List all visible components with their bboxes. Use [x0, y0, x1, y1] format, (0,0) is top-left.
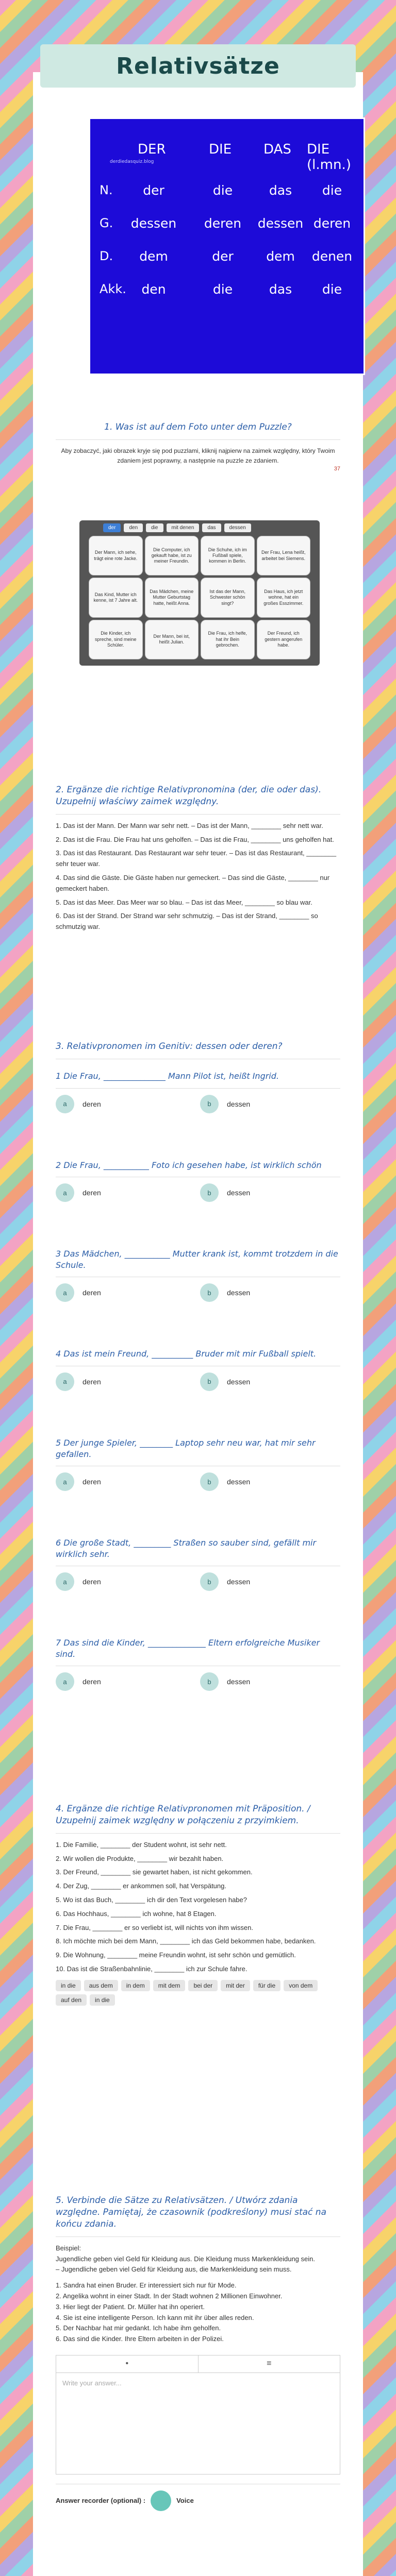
option-b[interactable] [200, 1572, 334, 1591]
option-letter: a [56, 1672, 74, 1691]
option-row [56, 1472, 340, 1491]
puzzle-tab[interactable]: das [202, 523, 221, 532]
table-cell: deren [204, 216, 242, 231]
table-cell: den [141, 282, 166, 297]
q3-item [56, 1348, 340, 1391]
puzzle-grid [89, 536, 310, 659]
row-label: G. [100, 216, 113, 230]
option-letter: a [56, 1283, 74, 1302]
example-label: Beispiel: [56, 2244, 81, 2252]
table-cell: dem [266, 249, 295, 264]
option-label: dessen [227, 1377, 251, 1386]
q5-sentence: 2. Angelika wohnt in einer Stadt. In der Stadt wohnen 2 Millionen Einwohner. [56, 2292, 283, 2300]
option-label: deren [82, 1578, 101, 1586]
table-cell: das [269, 183, 292, 198]
table-header-der: DER [138, 142, 166, 157]
option-letter: b [200, 1283, 219, 1302]
example-sentence: Jugendliche geben viel Geld für Kleidung aus. Die Kleidung muss Markenkleidung sein. [56, 2255, 315, 2263]
option-letter: a [56, 1183, 74, 1202]
option-row [56, 1672, 340, 1691]
puzzle-piece[interactable]: Das Haus, ich jetzt wohne, hat ein großes Esszimmer. [257, 578, 311, 617]
example-sentence: – Jugendliche geben viel Geld für Kleidung aus, die Markenkleidung sein muss. [56, 2265, 292, 2274]
q4-sentence: 2. Wir wollen die Produkte, ________ wir bezahlt haben. [56, 1854, 224, 1862]
voice-record-icon[interactable] [151, 2490, 171, 2511]
option-a[interactable] [56, 1095, 190, 1113]
q4-sentence: 9. Die Wohnung, ________ meine Freundin wohnt, ist sehr schön und gemütlich. [56, 1951, 296, 1959]
puzzle-counter: 37 [334, 466, 340, 472]
question-3 [33, 1041, 363, 1691]
option-letter: b [200, 1095, 219, 1113]
question-4-title: 4. Ergänze die richtige Relativpronomen mit Präposition. / Uzupełnij zaimek względny w połączeniu z przyimkiem. [56, 1804, 310, 1826]
option-label: deren [82, 1289, 101, 1297]
option-label: deren [82, 1189, 101, 1197]
option-b[interactable] [200, 1472, 334, 1491]
option-row [56, 1572, 340, 1591]
answer-chip[interactable]: mit der [221, 1980, 250, 1991]
answer-chip[interactable]: aus dem [84, 1980, 118, 1991]
option-b[interactable] [200, 1283, 334, 1302]
declension-table-image [89, 117, 365, 375]
q4-sentence: 8. Ich möchte mich bei dem Mann, ________ ich das Geld bekommen habe, bedanken. [56, 1937, 316, 1945]
q4-sentence: 7. Die Frau, ________ er so verliebt ist, will nichts von ihm wissen. [56, 1923, 253, 1931]
option-letter: b [200, 1672, 219, 1691]
q4-sentence: 10. Das ist die Straßenbahnlinie, ________ ich zur Schule fahre. [56, 1965, 248, 1973]
option-letter: b [200, 1572, 219, 1591]
puzzle-piece[interactable]: Die Schuhe, ich im Fußball spiele, kommen in Berlin. [201, 536, 255, 575]
q3-item [56, 1537, 340, 1591]
q2-sentence: 4. Das sind die Gäste. Die Gäste haben nur gemeckert. – Das sind die Gäste, ________ nur gemeckert haben. [56, 874, 330, 892]
answer-chip[interactable]: für die [253, 1980, 280, 1991]
table-cell: der [212, 249, 234, 264]
option-row [56, 1095, 340, 1113]
q3-item-text: 2 Die Frau, ___________ Foto ich gesehen habe, ist wirklich schön [56, 1160, 322, 1170]
option-b[interactable] [200, 1095, 334, 1113]
puzzle-piece[interactable]: Die Computer, ich gekauft habe, ist zu meiner Freundin. [145, 536, 199, 575]
q3-item [56, 1637, 340, 1691]
option-row [56, 1283, 340, 1302]
option-label: dessen [227, 1189, 251, 1197]
q4-sentence: 3. Der Freund, ________ sie gewartet haben, ist nicht gekommen. [56, 1868, 253, 1876]
question-5-title: 5. Verbinde die Sätze zu Relativsätzen. / Utwórz zdania względne. Pamiętaj, że czasownik (podkreślony) musi stać na końcu zdania. [56, 2195, 326, 2229]
answer-chip[interactable]: in die [90, 1994, 115, 2006]
q5-sentence: 5. Der Nachbar hat mir gedankt. Ich habe ihm geholfen. [56, 2324, 221, 2332]
question-1-instructions: Aby zobaczyć, jaki obrazek kryje się pod puzzlami, kliknij najpierw na zaimek względny, który Twoim zdaniem jest poprawny, a następnie na puzzle ze zdaniem. [61, 447, 335, 465]
option-a[interactable] [56, 1672, 190, 1691]
q3-item-text: 5 Der junge Spieler, ________ Laptop sehr neu war, hat mir sehr gefallen. [56, 1437, 316, 1459]
table-cell: deren [313, 216, 351, 231]
q3-item-text: 1 Die Frau, _______________ Mann Pilot ist, heißt Ingrid. [56, 1071, 279, 1081]
option-letter: a [56, 1472, 74, 1491]
q5-sentence: 6. Das sind die Kinder. Ihre Eltern arbeiten in der Polizei. [56, 2335, 224, 2343]
question-5 [33, 2195, 363, 2511]
table-cell: die [212, 282, 233, 297]
divider [56, 814, 340, 815]
table-header-plural: DIE (l.mn.) [307, 142, 351, 173]
table-cell: das [269, 282, 292, 297]
puzzle-piece[interactable]: Ist das der Mann, Schwester schön singt? [201, 578, 255, 617]
answer-chip[interactable]: mit dem [153, 1980, 186, 1991]
question-1-title: 1. Was ist auf dem Foto unter dem Puzzle? [104, 422, 292, 432]
answer-placeholder[interactable]: Write your answer... [62, 2379, 122, 2387]
puzzle-tab[interactable]: dessen [224, 523, 251, 532]
title-banner [40, 44, 356, 88]
table-credit: derdiedasquiz.blog [110, 159, 154, 164]
answer-chip[interactable]: von dem [284, 1980, 318, 1991]
option-b[interactable] [200, 1183, 334, 1202]
table-header-die: DIE [209, 142, 232, 157]
divider [56, 1088, 340, 1089]
row-label: Akk. [100, 282, 126, 296]
q3-item-text: 6 Die große Stadt, _________ Straßen so sauber sind, gefällt mir wirklich sehr. [56, 1538, 317, 1559]
q3-item-text: 4 Das ist mein Freund, __________ Bruder mit mir Fußball spielt. [56, 1349, 317, 1359]
option-label: deren [82, 1099, 101, 1108]
q4-sentence: 4. Der Zug, ________ er ankommen soll, hat Verspätung. [56, 1882, 226, 1890]
option-letter: a [56, 1572, 74, 1591]
divider [56, 1833, 340, 1834]
option-label: deren [82, 1377, 101, 1386]
answer-chip[interactable]: in dem [121, 1980, 150, 1991]
bullet-list-button[interactable]: • [56, 2355, 199, 2372]
question-1 [33, 421, 363, 472]
divider [56, 439, 340, 440]
page-title: Relativsätze [116, 53, 280, 79]
puzzle-tab[interactable]: die [146, 523, 163, 532]
recorder-label: Answer recorder (optional) : [56, 2497, 146, 2505]
row-label: N. [100, 183, 113, 197]
q2-sentence: 6. Das ist der Strand. Der Strand war sehr schmutzig. – Das ist der Strand, ________ so schmutzig war. [56, 912, 318, 931]
question-4 [33, 1803, 363, 2006]
q5-sentence: 3. Hier liegt der Patient. Dr. Müller hat ihn operiert. [56, 2302, 205, 2311]
option-a[interactable] [56, 1572, 190, 1591]
table-cell: dessen [257, 216, 304, 231]
option-a[interactable] [56, 1372, 190, 1391]
option-label: dessen [227, 1478, 251, 1486]
puzzle-tab[interactable]: mit denen [167, 523, 200, 532]
q3-item [56, 1437, 340, 1491]
option-b[interactable] [200, 1672, 334, 1691]
table-cell: dessen [130, 216, 177, 231]
q4-sentence: 6. Das Hochhaus, ________ ich wohne, hat 8 Etagen. [56, 1909, 217, 1918]
table-cell: die [322, 282, 342, 297]
option-label: deren [82, 1478, 101, 1486]
puzzle-tab[interactable]: der [103, 523, 121, 532]
option-label: deren [82, 1677, 101, 1686]
option-label: dessen [227, 1289, 251, 1297]
q3-item [56, 1248, 340, 1302]
puzzle-piece[interactable]: Die Frau, ich helfe, hat ihr Bein gebrochen. [201, 620, 255, 659]
option-row [56, 1372, 340, 1391]
q2-sentence: 3. Das ist das Restaurant. Das Restaurant war sehr teuer. – Das ist das Restaurant, ________ sehr teuer war. [56, 849, 337, 868]
puzzle-piece[interactable]: Der Mann, ich sehe, trägt eine rote Jacke. [89, 536, 143, 575]
option-a[interactable] [56, 1183, 190, 1202]
option-label: dessen [227, 1099, 251, 1108]
option-a[interactable] [56, 1283, 190, 1302]
option-letter: a [56, 1095, 74, 1113]
table-cell: die [322, 183, 342, 198]
table-cell: die [212, 183, 233, 198]
q4-sentence: 1. Die Familie, ________ der Student wohnt, ist sehr nett. [56, 1840, 227, 1849]
q3-item [56, 1071, 340, 1113]
puzzle-widget[interactable] [79, 520, 320, 666]
puzzle-piece[interactable]: Das Kind, Mutter ich kenne, ist 7 Jahre alt. [89, 578, 143, 617]
q2-sentence: 1. Das ist der Mann. Der Mann war sehr nett. – Das ist der Mann, ________ sehr nett war. [56, 821, 323, 829]
table-header-das: DAS [263, 142, 291, 157]
option-row [56, 1183, 340, 1202]
option-letter: a [56, 1372, 74, 1391]
answer-editor[interactable] [56, 2355, 340, 2475]
puzzle-piece[interactable]: Der Freund, ich gestern angerufen habe. [257, 620, 311, 659]
q2-sentence: 5. Das ist das Meer. Das Meer war so blau. – Das ist das Meer, ________ so blau war. [56, 898, 312, 906]
option-label: dessen [227, 1677, 251, 1686]
puzzle-tabs [103, 523, 251, 532]
option-letter: b [200, 1372, 219, 1391]
question-2-title: 2. Ergänze die richtige Relativpronomina (der, die oder das). Uzupełnij właściwy zaimek względny. [56, 785, 322, 807]
puzzle-tab[interactable]: den [124, 523, 143, 532]
question-3-title: 3. Relativpronomen im Genitiv: dessen oder deren? [56, 1041, 283, 1052]
divider [56, 2236, 340, 2237]
option-b[interactable] [200, 1372, 334, 1391]
answer-chip[interactable]: auf den [56, 1994, 87, 2006]
q5-sentence: 1. Sandra hat einen Bruder. Er interessiert sich nur für Mode. [56, 2281, 237, 2290]
row-label: D. [100, 249, 113, 263]
option-a[interactable] [56, 1472, 190, 1491]
q3-item-text: 7 Das sind die Kinder, ______________ Eltern erfolgreiche Musiker sind. [56, 1638, 320, 1659]
answer-chip[interactable]: in die [56, 1980, 81, 1991]
puzzle-piece[interactable]: Das Mädchen, meine Mutter Geburtstag hatte, heißt Anna. [145, 578, 199, 617]
option-letter: b [200, 1183, 219, 1202]
align-button[interactable]: ≡ [267, 2359, 272, 2368]
q5-sentence: 4. Sie ist eine intelligente Person. Ich kann mit ihr über alles reden. [56, 2313, 254, 2321]
q3-item-text: 3 Das Mädchen, ___________ Mutter krank ist, kommt trotzdem in die Schule. [56, 1249, 338, 1270]
q2-sentence: 2. Das ist die Frau. Die Frau hat uns geholfen. – Das ist die Frau, ________ uns geholfen hat. [56, 835, 334, 843]
table-cell: denen [311, 249, 353, 264]
puzzle-piece[interactable]: Der Frau, Lena heißt, arbeitet bei Siemens. [257, 536, 311, 575]
option-letter: b [200, 1472, 219, 1491]
answer-recorder [56, 2490, 340, 2511]
puzzle-piece[interactable]: Die Kinder, ich spreche, sind meine Schüler. [89, 620, 143, 659]
voice-label: Voice [176, 2497, 194, 2505]
answer-chip[interactable]: bei der [188, 1980, 218, 1991]
table-cell: dem [139, 249, 168, 264]
table-cell: der [143, 183, 164, 198]
editor-toolbar [56, 2355, 340, 2373]
q3-item [56, 1160, 340, 1202]
question-2 [33, 784, 363, 933]
answer-chips [56, 1980, 340, 2006]
q4-sentence: 5. Wo ist das Buch, ________ ich dir den Text vorgelesen habe? [56, 1896, 247, 1904]
puzzle-piece[interactable]: Der Mann, bei ist, heißt Julian. [145, 620, 199, 659]
option-label: dessen [227, 1578, 251, 1586]
